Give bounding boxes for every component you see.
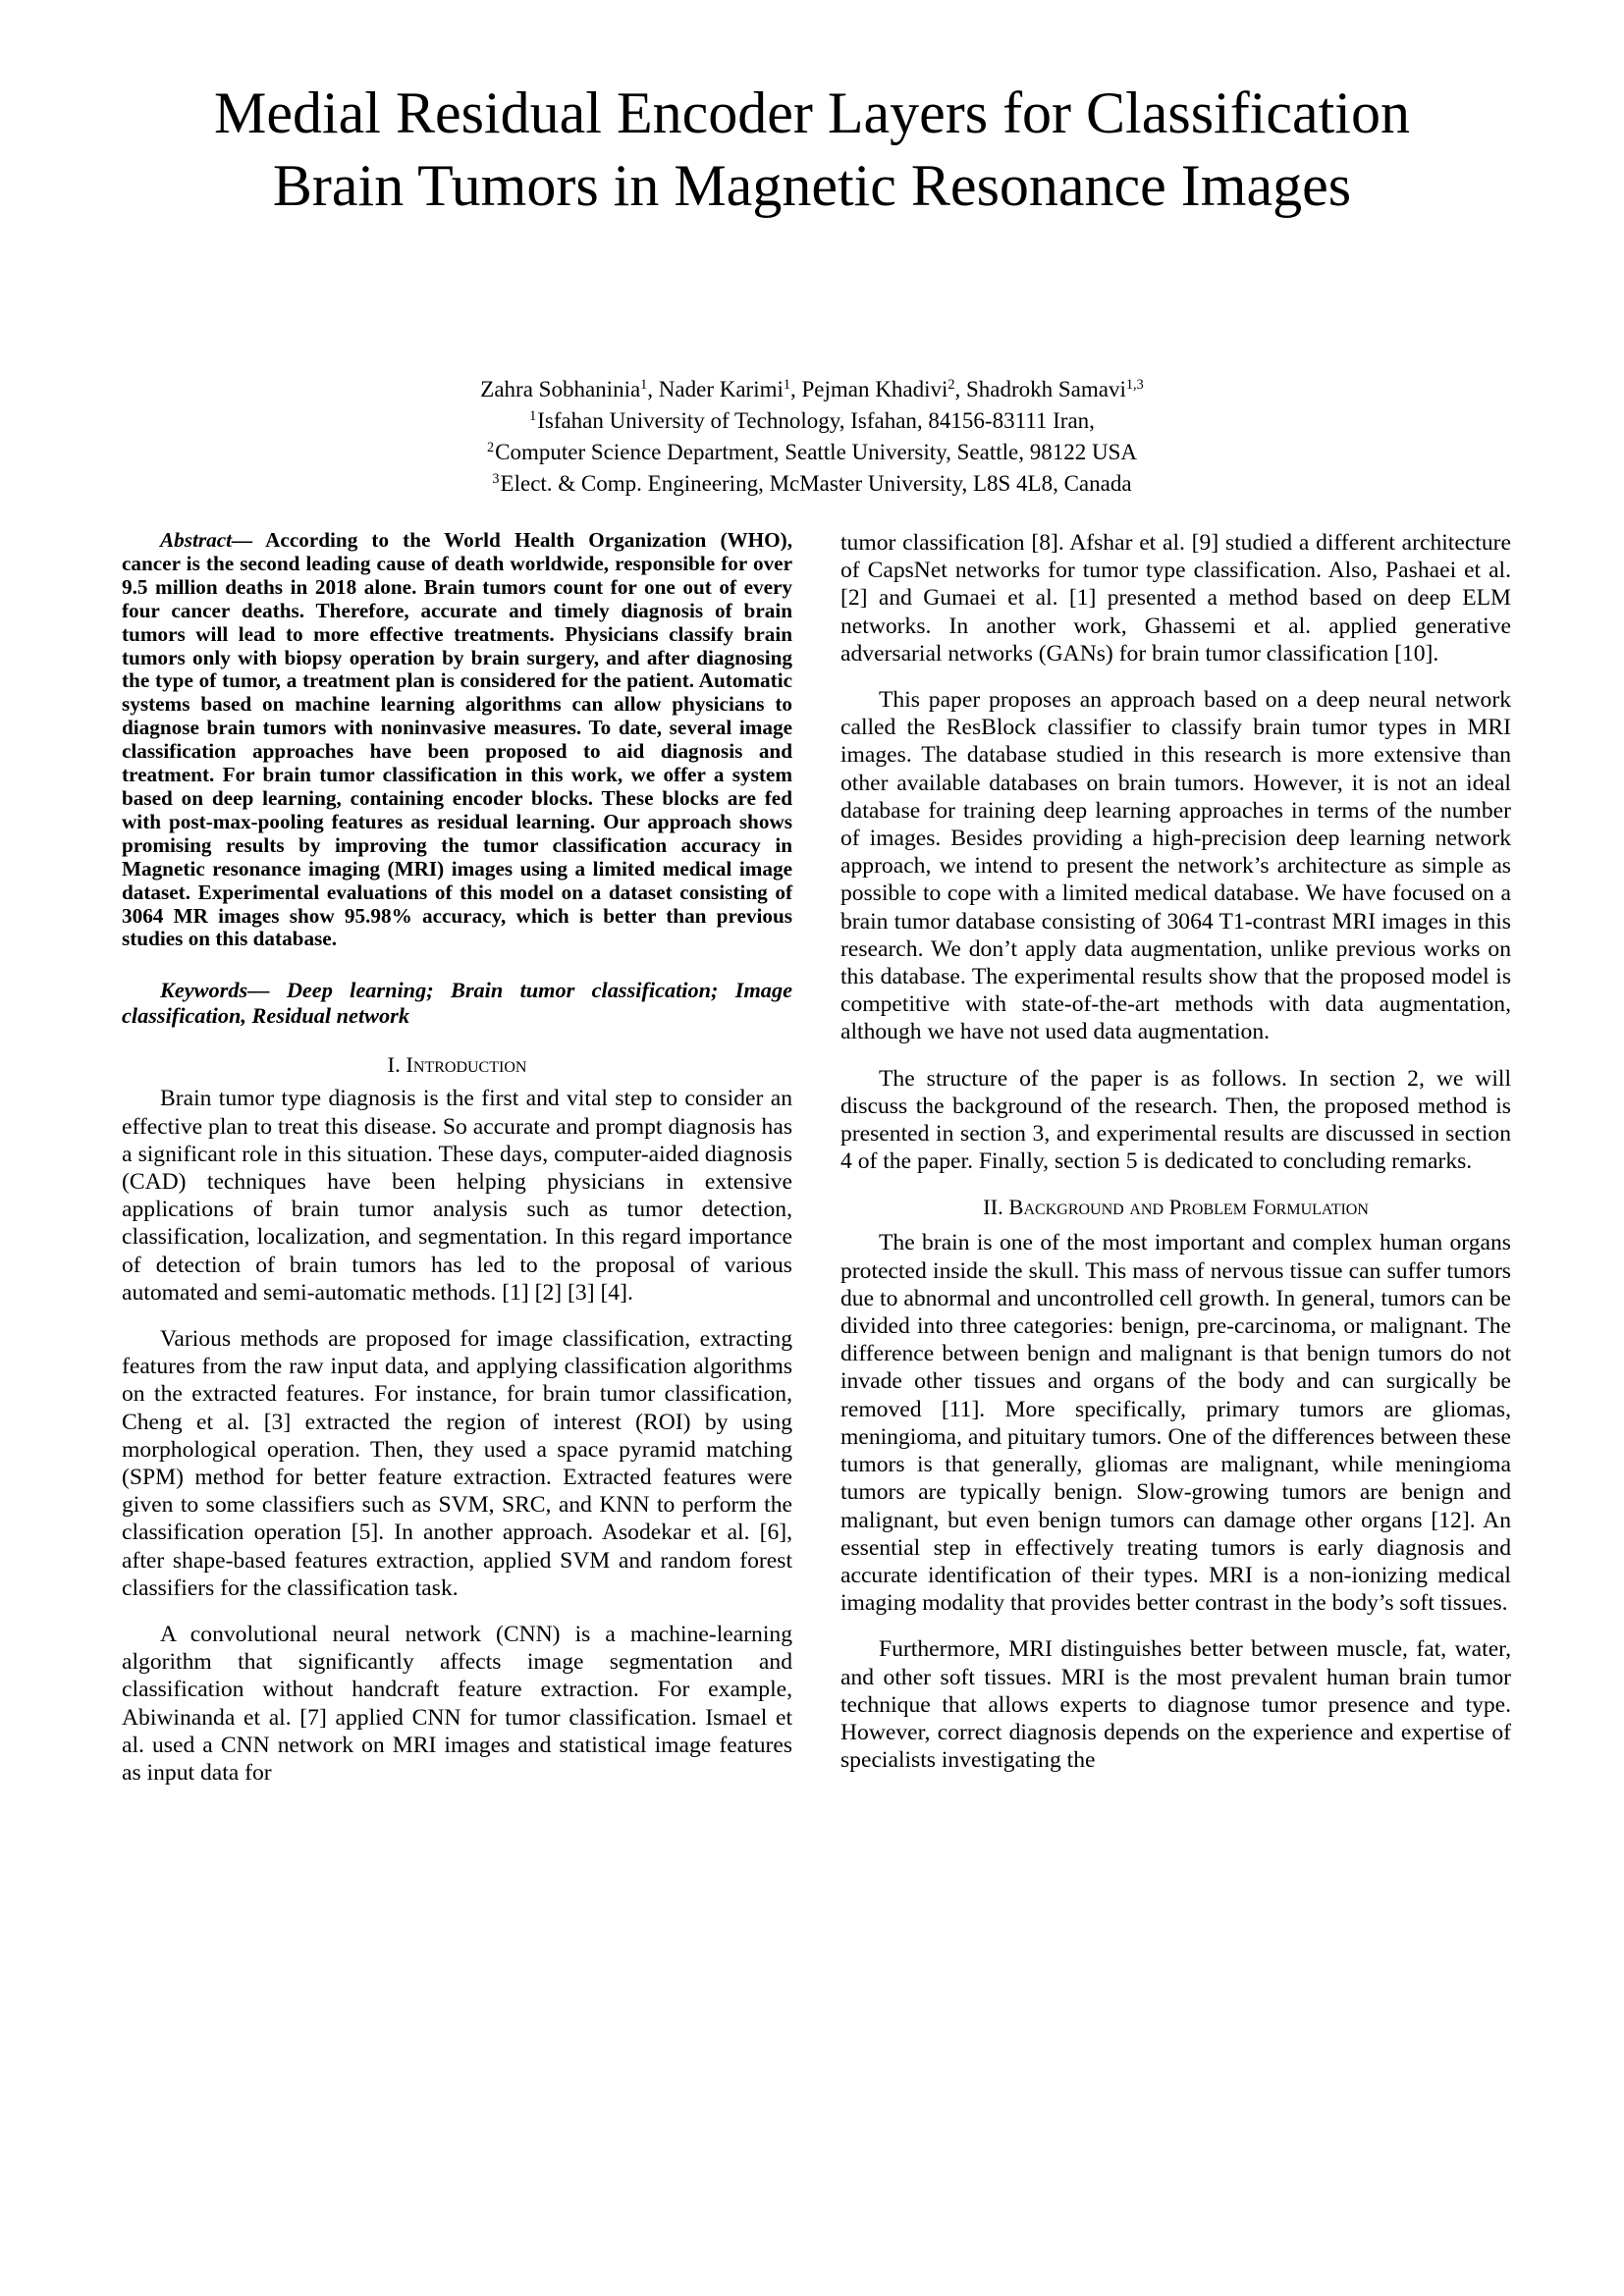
title-line-2: Brain Tumors in Magnetic Resonance Images <box>272 153 1352 218</box>
author-separator: , <box>790 377 802 401</box>
affiliation-mark: 2 <box>487 440 495 456</box>
abstract <box>122 529 792 951</box>
author-name: Pejman Khadivi <box>801 377 948 401</box>
author-affiliation-mark: 1,3 <box>1125 377 1144 394</box>
keywords <box>122 978 792 1029</box>
author-affiliation-mark: 2 <box>947 377 955 394</box>
author-affiliation-mark: 1 <box>783 377 791 394</box>
left-column <box>122 529 792 1805</box>
affiliation-text: Isfahan University of Technology, Isfahan, 84156-83111 Iran, <box>537 408 1095 433</box>
title-line-1: Medial Residual Encoder Layers for Classification <box>214 80 1410 145</box>
affiliation-text: Elect. & Comp. Engineering, McMaster University, L8S 4L8, Canada <box>500 471 1132 496</box>
affiliation-mark: 3 <box>492 471 500 488</box>
affiliation <box>196 405 1428 437</box>
body-paragraph: The brain is one of the most important and complex human organs protected inside the skull. This mass of nervous tissue can suffer tumors due to abnormal and uncontrolled cell growth. In general, tumors can be divided into three categories: benign, pre-carcinoma, or malignant. The difference between benign and malignant is that benign tumors do not invade other tissues and organs of the body and can surgically be removed [11]. More specifically, primary tumors are gliomas, meningioma, and pituitary tumors. One of the differences between these tumors is that generally, gliomas are malignant, while meningioma tumors are typically benign. Slow-growing tumors are benign and malignant, but even benign tumors can damage other organs [12]. An essential step in effectively treating tumors is early diagnosis and accurate identification of their types. MRI is a non-ionizing medical imaging modality that provides better contrast in the body’s soft tissues. <box>840 1230 1511 1617</box>
body-paragraph: tumor classification [8]. Afshar et al. [9] studied a different architecture of CapsNet networks for tumor type classification. Also, Pashaei et al. [2] and Gumaei et al. [1] presented a method based on deep ELM networks. In another work, Ghassemi et al. applied generative adversarial networks (GANs) for brain tumor classification [10]. <box>840 530 1511 667</box>
affiliation <box>196 468 1428 500</box>
author-list <box>196 374 1428 405</box>
author-affiliation-mark: 1 <box>640 377 648 394</box>
author-name: Shadrokh Samavi <box>965 377 1126 401</box>
keywords-label: Keywords— <box>160 978 270 1003</box>
author-name: Nader Karimi <box>658 377 784 401</box>
author-separator: , <box>647 377 659 401</box>
abstract-label: Abstract— <box>160 528 253 552</box>
affiliation-mark: 1 <box>529 408 537 425</box>
section-heading-introduction: I. Introduction <box>387 1052 527 1078</box>
body-paragraph: Brain tumor type diagnosis is the first and vital step to consider an effective plan to treat this disease. So accurate and prompt diagnosis has a significant role in this situation. These days, computer-aided diagnosis (CAD) techniques have been helping physicians in extensive applications of brain tumor analysis such as tumor detection, classification, localization, and segmentation. In this regard importance of detection of brain tumors has led to the proposal of various automated and semi-automatic methods. [1] [2] [3] [4]. <box>122 1086 792 1306</box>
author-block <box>196 374 1428 500</box>
paper-title <box>59 77 1565 222</box>
right-column <box>840 529 1511 1792</box>
body-paragraph: The structure of the paper is as follows. In section 2, we will discuss the background of the research. Then, the proposed method is presented in section 3, and experimental results are discussed in section 4 of the paper. Finally, section 5 is dedicated to concluding remarks. <box>840 1065 1511 1175</box>
body-paragraph: Various methods are proposed for image classification, extracting features from the raw input data, and applying classification algorithms on the extracted features. For instance, for brain tumor classification, Cheng et al. [3] extracted the region of interest (ROI) by using morphological operation. Then, they used a space pyramid matching (SPM) method for better feature extraction. Extracted features were given to some classifiers such as SVM, SRC, and KNN to perform the classification operation [5]. In another approach. Asodekar et al. [6], after shape-based features extraction, applied SVM and random forest classifiers for the classification task. <box>122 1325 792 1601</box>
affiliation-text: Computer Science Department, Seattle University, Seattle, 98122 USA <box>495 440 1137 464</box>
author-separator: , <box>954 377 966 401</box>
keywords-text: Deep learning; Brain tumor classification; Image classification, Residual network <box>122 978 792 1029</box>
body-paragraph: A convolutional neural network (CNN) is a machine-learning algorithm that significantly affects image segmentation and classification without handcraft feature extraction. For example, Abiwinanda et al. [7] applied CNN for tumor classification. Ismael et al. used a CNN network on MRI images and statistical image features as input data for <box>122 1621 792 1786</box>
affiliation <box>196 437 1428 468</box>
body-paragraph: Furthermore, MRI distinguishes better between muscle, fat, water, and other soft tissues. MRI is the most prevalent human brain tumor technique that allows experts to diagnose tumor presence and type. However, correct diagnosis depends on the experience and expertise of specialists investigating the <box>840 1636 1511 1774</box>
author-name: Zahra Sobhaninia <box>480 377 641 401</box>
body-paragraph: This paper proposes an approach based on a deep neural network called the ResBlock classifier to classify brain tumor types in MRI images. The database studied in this research is more extensive than other available databases on brain tumors. However, it is not an ideal database for training deep learning approaches in terms of the number of images. Besides providing a high-precision deep learning network approach, we intend to present the network’s architecture as simple as possible to cope with a limited medical database. We have focused on a brain tumor database consisting of 3064 T1-contrast MRI images in this research. We don’t apply data augmentation, unlike previous works on this database. The experimental results show that the proposed model is competitive with state-of-the-art methods with data augmentation, although we have not used data augmentation. <box>840 687 1511 1045</box>
abstract-text: According to the World Health Organization (WHO), cancer is the second leading cause of death worldwide, responsible for over 9.5 million deaths in 2018 alone. Brain tumors count for one out of every four cancer deaths. Therefore, accurate and timely diagnosis of brain tumors will lead to more effective treatments. Physicians classify brain tumors only with biopsy operation by brain surgery, and after diagnosing the type of tumor, a treatment plan is considered for the patient. Automatic systems based on machine learning algorithms can allow physicians to diagnose brain tumors with noninvasive measures. To date, several image classification approaches have been proposed to aid diagnosis and treatment. For brain tumor classification in this work, we offer a system based on deep learning, containing encoder blocks. These blocks are fed with post-max-pooling features as residual learning. Our approach shows promising results by improving the tumor classification accuracy in Magnetic resonance imaging (MRI) images using a limited medical image dataset. Experimental evaluations of this model on a dataset consisting of 3064 MR images show 95.98% accuracy, which is better than previous studies on this database. <box>122 528 792 951</box>
section-heading-background: II. Background and Problem Formulation <box>983 1195 1369 1220</box>
